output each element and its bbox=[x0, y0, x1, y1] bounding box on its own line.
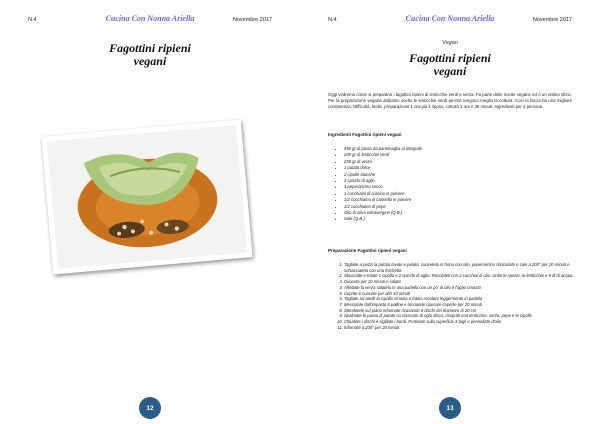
intro-paragraph: Oggi vedremo come si preparano i fagottini ripieni di lenticchie verdi e verza. Fa parte delle ricette vegane ed è un ottimo sfizio. Per la preparazione vegana abbiamo scelto le lenticchie verdi perché tengono meglio la cottura. Così la farcia ha una migliore consistenza. Difficoltà, facile, preparazione 1 ora più il riposo, cottura 1 ora e 35 minuti. Ingredienti per 4 persone. bbox=[328, 92, 572, 109]
issue-number: N.4 bbox=[28, 17, 37, 23]
page-title bbox=[0, 42, 300, 68]
magazine-title: Cucina Con Nonna Ariella bbox=[105, 14, 195, 23]
list-item: 5. Coprite e cuocete per altri 10 minuti bbox=[344, 291, 576, 297]
right-page bbox=[300, 0, 600, 424]
list-item: • Olio di oliva extravergine (Q.B.) bbox=[344, 210, 574, 216]
list-item: 8. Stendetele sul piano infarinato ricavando 8 dischi del diametro di 20 cm bbox=[344, 308, 576, 314]
list-item: • 200 gr di lenticchie verdi bbox=[344, 152, 574, 158]
list-item: • 1 cucchiaini di cumino in polvere bbox=[344, 191, 574, 197]
list-item: • 1 peperoncino secco bbox=[344, 184, 574, 190]
issue-date: Novembre 2017 bbox=[232, 17, 272, 23]
list-item: • Sale (Q.B.) bbox=[344, 216, 574, 222]
ingredients-list bbox=[336, 146, 574, 223]
page-title bbox=[300, 52, 600, 78]
list-item: 11. Infornate a 200° per 20 minuti. bbox=[344, 325, 576, 331]
issue-number: N.4 bbox=[328, 17, 337, 23]
list-item: 3. Cuocete per 20 minuti e salate bbox=[344, 279, 576, 285]
category-label: Vegan bbox=[442, 40, 458, 46]
ingredients-heading: Ingredienti Fagottini ripieni vegani bbox=[328, 132, 402, 137]
dish-illustration bbox=[47, 125, 247, 269]
list-item: • 1 patata dolce bbox=[344, 165, 574, 171]
list-item: • 1/2 cucchiaino di pepe bbox=[344, 204, 574, 210]
title-line-1: Fagottini ripieni bbox=[409, 51, 491, 65]
list-item: 10. Chiudete i dischi e sigillate i bordi. Pratinate sulla superficie 3 tagli e pennellate d'olio bbox=[344, 319, 576, 325]
page-number: 13 bbox=[439, 397, 461, 419]
list-item: • 3 spicchi di aglio bbox=[344, 178, 574, 184]
issue-date: Novembre 2017 bbox=[532, 17, 572, 23]
list-item: • 1/2 cucchiaino di cannella in polvere bbox=[344, 197, 574, 203]
list-item: 9. Spalmate la purea di patate su ciascuno di ogni disco, ricoprite con lenticchie, verza, pepe e le cipolle bbox=[344, 313, 576, 319]
preparation-heading: Preparazione Fagottini ripieni vegani bbox=[328, 248, 407, 253]
list-item: • 250 gr di verza bbox=[344, 159, 574, 165]
list-item: • 450 gr di pasta da panemaglia ai integrale bbox=[344, 146, 574, 152]
list-item: 6. Tagliate ad anelli la cipolla rimasta e fatela rosolare leggermente in padella bbox=[344, 296, 576, 302]
list-item: 1. Tagliate a pezzi la patata lavata e pelata, cuocetela in forno con olio, peperoncino sbriciolato e sale a 200° per 20 minuti e schiacciatela con una forchetta bbox=[344, 262, 576, 273]
magazine-title: Cucina Con Nonna Ariella bbox=[405, 14, 495, 23]
title-line-1: Fagottini ripieni bbox=[109, 41, 191, 55]
list-item: 2. Sbucciate e tritate 1 cipolla e 2 spicchi di aglio. Rosolateli con 2 cucchiai di olio. Unite le spezie, le lenticchie e 5 dl di acqua. bbox=[344, 273, 576, 279]
list-item: 7. Mescolate dall'impasto 8 palline e lasciatele riposare coperte per 20 minuti bbox=[344, 302, 576, 308]
title-line-2: vegani bbox=[433, 64, 467, 78]
list-item: • 2 cipolle bianche bbox=[344, 172, 574, 178]
title-line-2: vegani bbox=[133, 54, 167, 68]
preparation-steps bbox=[336, 262, 576, 330]
page-number: 12 bbox=[139, 397, 161, 419]
list-item: 4. Affettate la verza salatela in una padella con un po' di olio e l'aglio rimasto bbox=[344, 285, 576, 291]
dish-photo bbox=[41, 120, 252, 275]
